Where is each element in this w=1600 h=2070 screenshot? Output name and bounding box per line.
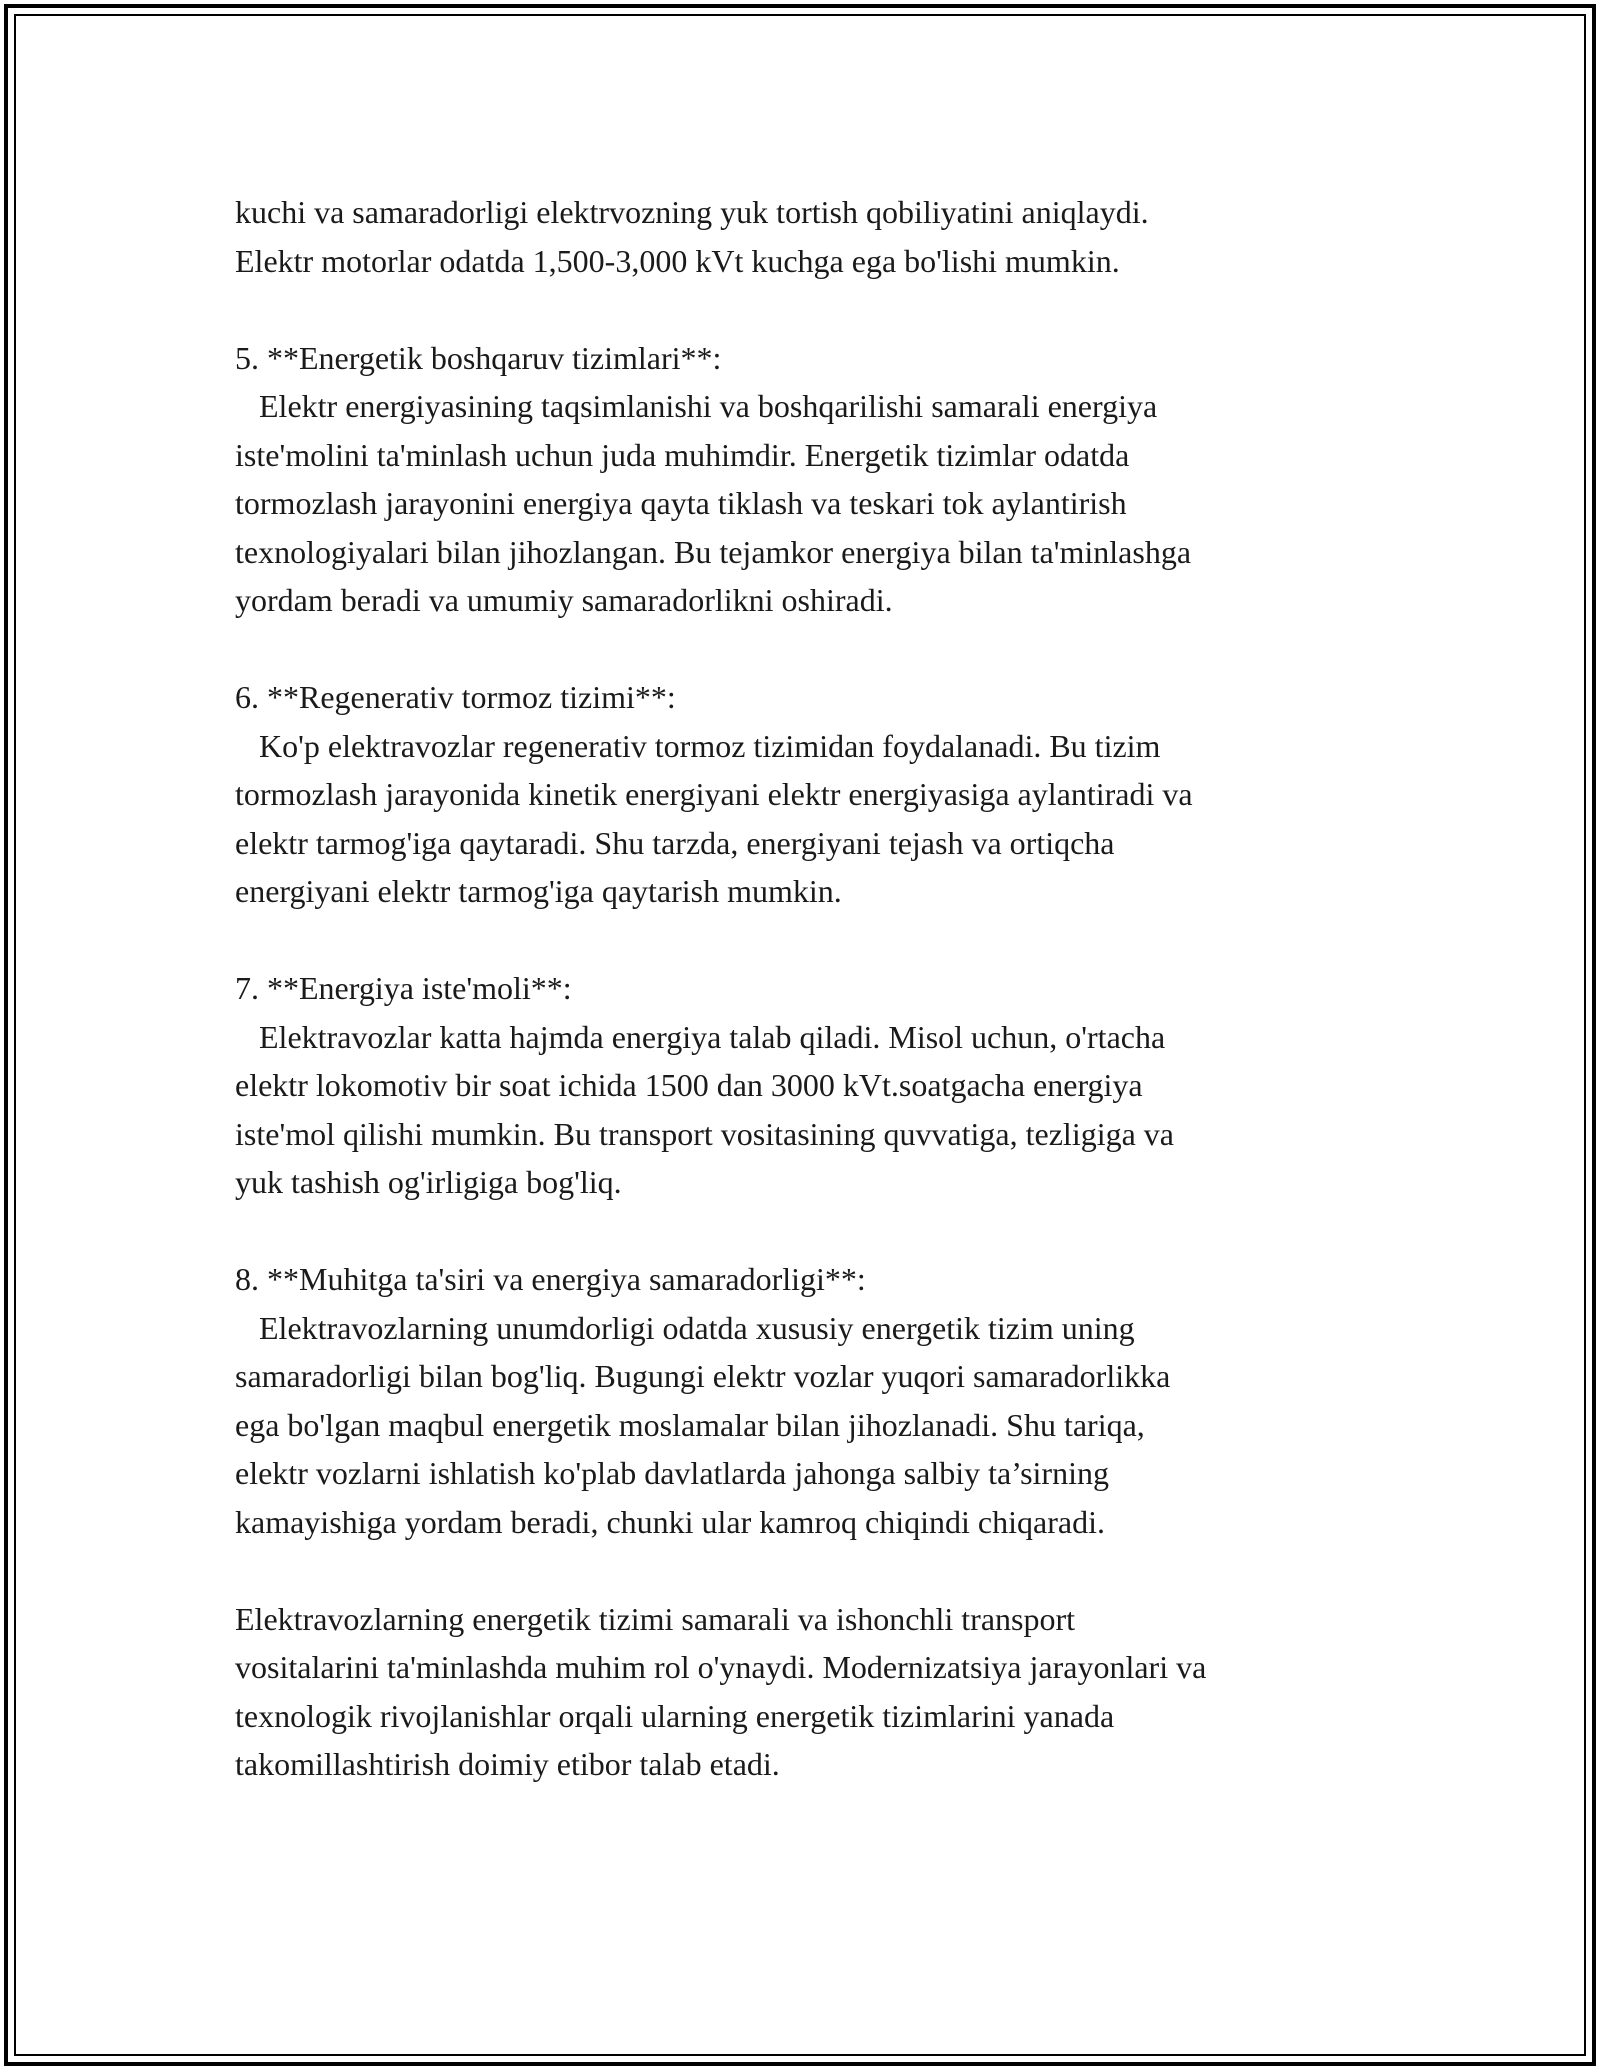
- text-line: Ko'p elektravozlar regenerativ tormoz tizimidan foydalanadi. Bu tizim: [235, 727, 1161, 764]
- conclusion-paragraph: [235, 1595, 1415, 1789]
- section-heading: 7. **Energiya iste'moli**:: [235, 970, 572, 1006]
- text-line: Elektr energiyasining taqsimlanishi va boshqarilishi samarali energiya: [235, 388, 1158, 424]
- paragraph-gap: [235, 1546, 1415, 1595]
- text-line: texnologiyalari bilan jihozlangan. Bu tejamkor energiya bilan ta'minlashga: [235, 533, 1192, 570]
- text-line: Elektravozlar katta hajmda energiya talab qiladi. Misol uchun, o'rtacha: [235, 1018, 1166, 1055]
- text-line: Elektravozlarning unumdorligi odatda xususiy energetik tizim uning: [235, 1309, 1135, 1346]
- text-line: iste'mol qilishi mumkin. Bu transport vositasining quvvatiga, tezligiga va: [235, 1115, 1174, 1152]
- section-heading: 8. **Muhitga ta'siri va energiya samaradorligi**:: [235, 1261, 866, 1297]
- text-line: Elektravozlarning energetik tizimi samarali va ishonchli transport: [235, 1600, 1076, 1637]
- section-heading: 6. **Regenerativ tormoz tizimi**:: [235, 679, 676, 715]
- text-line: kuchi va samaradorligi elektrvozning yuk tortish qobiliyatini aniqlaydi.: [235, 194, 1149, 230]
- section-heading: 5. **Energetik boshqaruv tizimlari**:: [235, 339, 722, 376]
- section-7: [235, 964, 1415, 1207]
- intro-continuation-paragraph: [235, 188, 1415, 285]
- paragraph-gap: [235, 916, 1415, 965]
- text-line: elektr vozlarni ishlatish ko'plab davlatlarda jahonga salbiy ta’sirning: [235, 1455, 1109, 1491]
- text-line: texnologik rivojlanishlar orqali ularning energetik tizimlarini yanada: [235, 1697, 1115, 1734]
- text-line: yuk tashish og'irligiga bog'liq.: [235, 1164, 622, 1200]
- text-line: Elektr motorlar odatda 1,500-3,000 kVt kuchga ega bo'lishi mumkin.: [235, 242, 1120, 279]
- text-line: tormozlash jarayonini energiya qayta tiklash va teskari tok aylantirish: [235, 485, 1127, 521]
- text-line: elektr lokomotiv bir soat ichida 1500 dan 3000 kVt.soatgacha energiya: [235, 1067, 1143, 1103]
- text-line: ega bo'lgan maqbul energetik moslamalar bilan jihozlanadi. Shu tariqa,: [235, 1406, 1145, 1443]
- text-line: yordam beradi va umumiy samaradorlikni oshiradi.: [235, 582, 893, 618]
- document-body: [235, 188, 1415, 1789]
- text-line: energiyani elektr tarmog'iga qaytarish mumkin.: [235, 873, 842, 909]
- section-6: [235, 673, 1415, 916]
- paragraph-gap: [235, 1207, 1415, 1256]
- text-line: iste'molini ta'minlash uchun juda muhimdir. Energetik tizimlar odatda: [235, 436, 1130, 473]
- paragraph-gap: [235, 285, 1415, 334]
- text-line: takomillashtirish doimiy etibor talab etadi.: [235, 1746, 780, 1782]
- paragraph-gap: [235, 625, 1415, 674]
- text-line: kamayishiga yordam beradi, chunki ular kamroq chiqindi chiqaradi.: [235, 1503, 1105, 1540]
- section-5: [235, 334, 1415, 625]
- text-line: samaradorligi bilan bog'liq. Bugungi elektr vozlar yuqori samaradorlikka: [235, 1358, 1171, 1394]
- text-line: elektr tarmog'iga qaytaradi. Shu tarzda, energiyani tejash va ortiqcha: [235, 824, 1115, 861]
- text-line: vositalarini ta'minlashda muhim rol o'ynaydi. Modernizatsiya jarayonlari va: [235, 1649, 1207, 1685]
- text-line: tormozlash jarayonida kinetik energiyani elektr energiyasiga aylantiradi va: [235, 776, 1193, 812]
- section-8: [235, 1255, 1415, 1546]
